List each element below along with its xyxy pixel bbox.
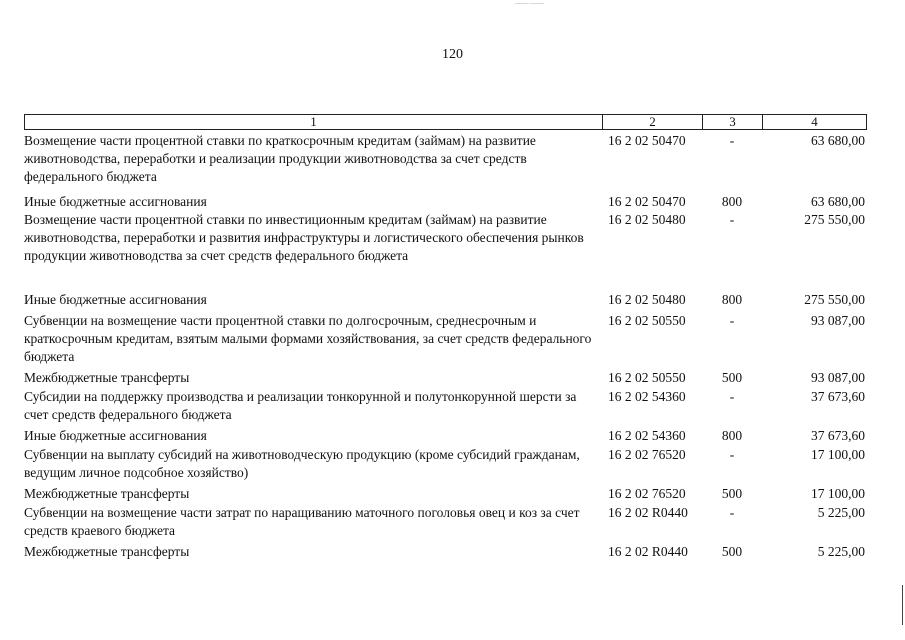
header-col-2: 2 [603,115,703,129]
table-row [24,369,867,387]
row-code: 16 2 02 50470 [608,133,686,148]
row-type: 500 [721,544,743,559]
row-type: 500 [721,486,743,501]
row-code: 16 2 02 R0440 [608,544,688,559]
row-code: 16 2 02 R0440 [608,505,688,520]
row-name: Субвенции на выплату субсидий на животноводческую продукцию (кроме субсидий гражданам, ведущим личное подсобное хозяйство) [24,447,580,480]
row-type: 800 [721,292,743,307]
row-type: - [729,133,735,148]
row-type: - [729,447,735,462]
row-amount: 37 673,60 [811,389,865,404]
row-name: Иные бюджетные ассигнования [24,428,207,443]
row-name: Иные бюджетные ассигнования [24,194,207,209]
header-col-4: 4 [811,114,818,129]
table-row [24,211,867,265]
table-row [24,504,867,540]
row-name: Межбюджетные трансферты [24,486,190,501]
row-name: Межбюджетные трансферты [24,370,190,385]
row-code: 16 2 02 76520 [608,486,686,501]
row-amount: 93 087,00 [811,370,865,385]
row-amount: 5 225,00 [817,544,865,559]
row-code: 16 2 02 50480 [608,292,686,307]
row-amount: 37 673,60 [811,428,865,443]
row-amount: 63 680,00 [811,133,865,148]
scan-speck [530,3,544,4]
scan-edge-mark [902,585,903,625]
row-code: 16 2 02 50550 [608,313,686,328]
row-type: - [729,212,735,227]
table-row [24,193,867,211]
row-name: Иные бюджетные ассигнования [24,292,207,307]
row-type: - [729,313,735,328]
row-name: Субвенции на возмещение части затрат по наращиванию маточного поголовья овец и коз за счет средств краевого бюджета [24,505,580,538]
row-amount: 17 100,00 [811,447,865,462]
table-row [24,485,867,503]
row-name: Возмещение части процентной ставки по краткосрочным кредитам (займам) на развитие животноводства, переработки и реализации продукции животноводства за счет средств федерального бюджета [24,133,536,184]
row-type: 800 [721,194,743,209]
row-code: 16 2 02 50480 [608,212,686,227]
table-row [24,388,867,424]
page-number: 120 [442,47,463,62]
table-body [24,132,867,561]
row-amount: 93 087,00 [811,313,865,328]
table-row [24,312,867,366]
row-amount: 17 100,00 [811,486,865,501]
row-code: 16 2 02 50550 [608,370,686,385]
row-type: - [729,505,735,520]
row-code: 16 2 02 54360 [608,428,686,443]
header-col-3: 3 [703,115,763,129]
row-type: 800 [721,428,743,443]
row-name: Межбюджетные трансферты [24,544,190,559]
row-code: 16 2 02 76520 [608,447,686,462]
table-row [24,291,867,309]
row-name: Возмещение части процентной ставки по инвестиционным кредитам (займам) на развитие животноводства, переработки и развития инфраструктуры и логистического обеспечения рынков продукции животноводства за счет средств федерального бюджета [24,212,584,263]
row-name: Субсидии на поддержку производства и реализации тонкорунной и полутонкорунной шерсти за счет средств федерального бюджета [24,389,577,422]
table-row [24,132,867,186]
row-amount: 275 550,00 [804,292,865,307]
table-header [24,114,867,130]
table-row [24,427,867,445]
row-amount: 63 680,00 [811,194,865,209]
row-type: 500 [721,370,743,385]
row-amount: 5 225,00 [817,505,865,520]
table-row [24,543,867,561]
scan-speck [515,3,529,4]
table-row [24,446,867,482]
row-type: - [729,389,735,404]
header-col-1: 1 [25,115,603,129]
row-name: Субвенции на возмещение части процентной ставки по долгосрочным, среднесрочным и краткосрочным кредитам, взятым малыми формами хозяйствования, за счет средств федерального бюджета [24,313,592,364]
row-code: 16 2 02 50470 [608,194,686,209]
row-amount: 275 550,00 [804,212,865,227]
row-code: 16 2 02 54360 [608,389,686,404]
